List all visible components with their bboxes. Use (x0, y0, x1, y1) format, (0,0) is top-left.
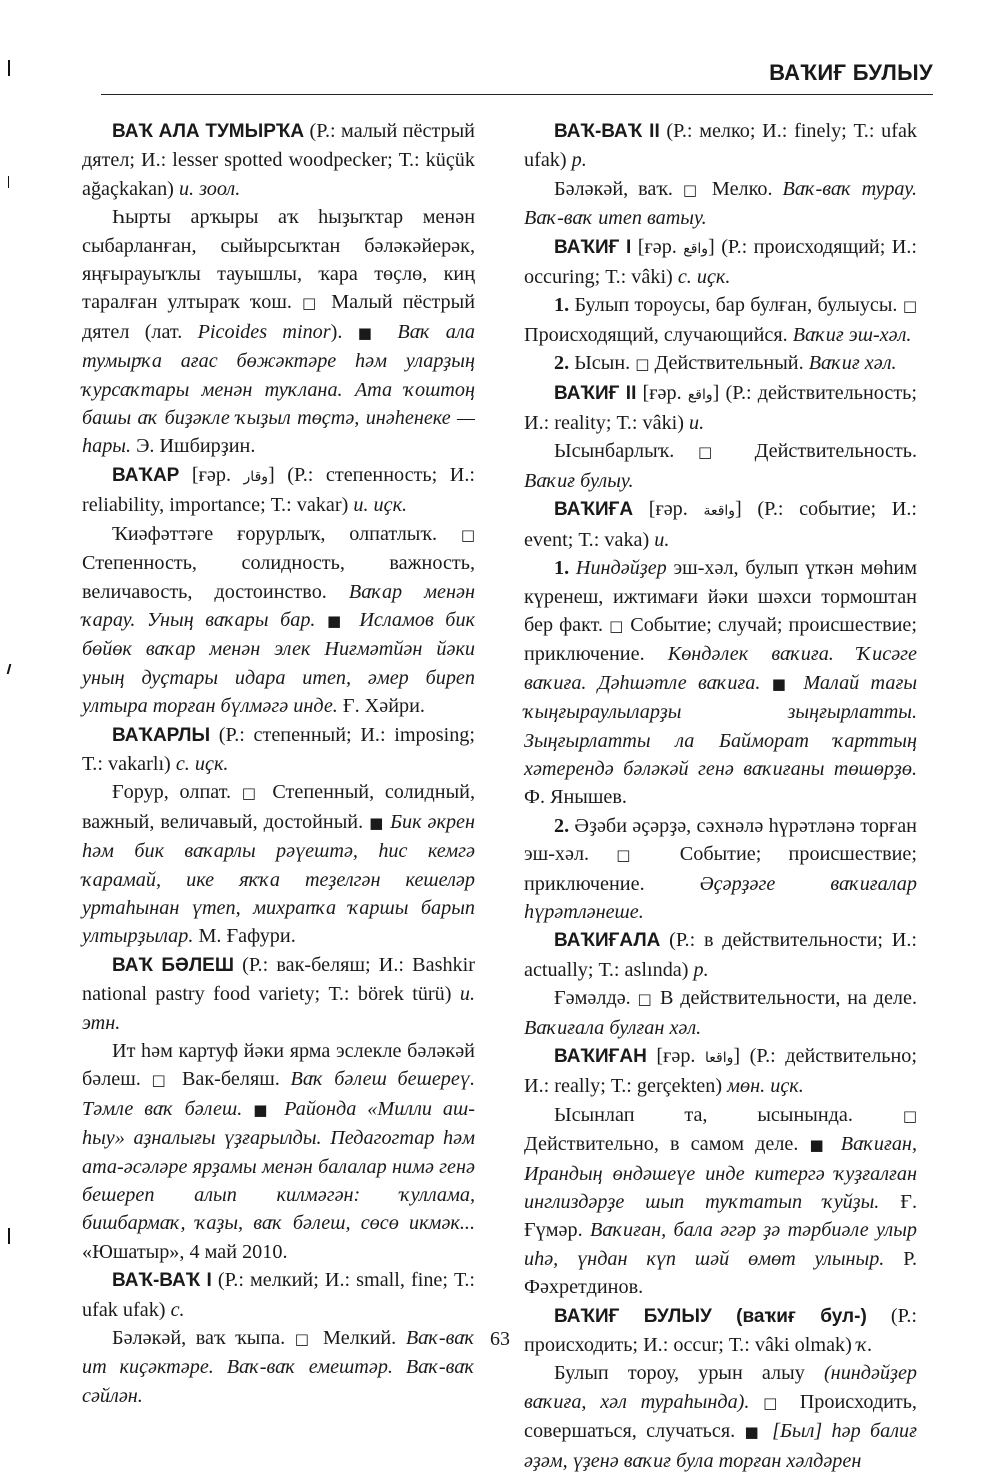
example-text: Ваҡиған, Ирандың өндәшеүе инде китергә ҡуҙғалған инглиздәрҙе шып туҡтатып ҡуйҙы. (524, 1133, 917, 1214)
gloss: (Р.: степенность; И.: reliability, importance; Т.: vakar) (82, 463, 475, 517)
definition (82, 778, 475, 950)
definition-text: Булып тороусы, бар булған, булыусы. (569, 294, 898, 317)
etymology-word: وقار (243, 468, 269, 485)
russian-marker-icon: □ (241, 784, 262, 803)
definition (82, 1037, 475, 1266)
russian-marker-icon: □ (763, 1393, 787, 1412)
grammar-label: с. иҫк. (175, 752, 229, 775)
russian-marker-icon: □ (635, 355, 650, 374)
sense-number: 1. (554, 294, 570, 317)
example-text: Көндәлек ваҡиға. Ҡисәге ваҡиға. Дәһшәтле ваҡиға. (524, 643, 917, 694)
entry-vak-vak-2 (524, 117, 917, 175)
example-author: Ғ. Ғүмәр. (524, 1191, 918, 1242)
sense-number: 2. (554, 814, 570, 837)
russian-marker-icon: □ (697, 443, 731, 462)
etymology-word: واقعة (703, 503, 736, 520)
definition-text: Булып тороу, урын алыу (554, 1362, 824, 1385)
definition-text: Ысынлап та, ысынында. (554, 1103, 853, 1126)
left-column (82, 117, 475, 1410)
grammar-label: с. (170, 1298, 185, 1321)
sense-number: 1. (554, 557, 570, 580)
definition (82, 520, 475, 721)
russian-marker-icon: □ (609, 616, 625, 635)
definition-text: Ит һәм картуф йәки ярма эслекле бәләкәй бәлеш. (82, 1040, 475, 1091)
definition-text: Ҡиәфәттәге ғорурлыҡ, олпатлыҡ. (112, 522, 437, 545)
grammar-label: р. (571, 149, 587, 172)
gloss: (Р.: степенный; И.: imposing; Т.: vakarlı) (82, 723, 475, 775)
margin-mark-middle (7, 664, 12, 674)
entry-vakiga (524, 495, 917, 554)
etymology-end: ] (268, 463, 288, 486)
definition (524, 984, 917, 1042)
entry-vakarly (82, 721, 475, 779)
definition (524, 1101, 917, 1302)
russian-marker-icon: □ (460, 525, 476, 544)
example-marker-icon: ■ (369, 813, 385, 832)
definition-text: Ғәмәлдә. (554, 987, 631, 1010)
example-text: Ваҡиғ булыу. (524, 469, 634, 492)
definition-text: Бәләкәй, ваҡ. (554, 177, 673, 200)
russian-equivalent: В действительности, на деле. (653, 987, 917, 1010)
russian-equivalent-end: ). (330, 320, 343, 343)
headword: ВАҠ АЛА ТУМЫРҠА (112, 121, 305, 142)
grammar-label: и. иҫк. (353, 494, 408, 517)
etymology-label: [ғәр. (646, 1045, 706, 1067)
example-text-2: Ваҡиған, бала әгәр ҙә тәрбиәле улыр иһә, үндан күп шәй өмөт улыныр. (524, 1219, 917, 1270)
russian-equivalent: Малый пёстрый дятел (лат. (82, 291, 475, 343)
example-marker-icon: ■ (744, 1423, 763, 1442)
example-author: Ғ. Хәйри. (337, 695, 425, 718)
etymology-end: ] (708, 235, 722, 258)
headword: ВАҠАРЛЫ (112, 724, 211, 746)
gloss: (Р.: малый пёстрый дятел; И.: lesser spotted woodpecker; Т.: küçük ağaçkakan) (82, 120, 475, 200)
grammar-label: и. этн. (82, 983, 475, 1034)
margin-mark-top (8, 60, 10, 76)
russian-marker-icon: □ (151, 1071, 172, 1090)
headword: ВАҠ БӘЛЕШ (112, 954, 234, 976)
russian-equivalent: Вак-беляш. (171, 1068, 291, 1091)
headword: ВАҠИҒАН (554, 1046, 647, 1067)
example-text-2: Исламов бик бөйөк ваҡар менән элек Ниғмәтйән йәки уның дуҫтары идара итеп, әмер биреп ултыра торған бүлмәгә инде. (82, 608, 475, 718)
example-marker-icon: ■ (771, 674, 793, 693)
entry-vakig-1 (524, 233, 917, 292)
definition (524, 437, 917, 495)
definition-text: Ысынбарлыҡ. (554, 440, 675, 463)
russian-equivalent: Событие; происшествие; приключение. (524, 843, 917, 895)
running-head-title: ВАҠИҒ БУЛЫУ (769, 60, 933, 85)
russian-equivalent: Мелкий. (313, 1327, 406, 1350)
example-text: Ваҡ-ваҡ ит киҫәктәре. Ваҡ-ваҡ емештәр. Ваҡ-ваҡ сәйлән. (82, 1327, 475, 1407)
gloss: (Р.: действительность; И.: reality; Т.: vâki) (524, 381, 918, 435)
entry-vak-balesh (82, 951, 475, 1037)
russian-marker-icon: □ (682, 180, 702, 199)
example-text: Ваҡиғ хәл. (808, 352, 897, 375)
sense-number: 2. (554, 352, 570, 375)
definition-text: эш-хәл, булып үткән мөһим күренеш, ижтимағи йәки шәхси тормоштан бер факт. (524, 557, 917, 636)
margin-mark-upper (8, 176, 9, 188)
entry-vakig-2 (524, 379, 917, 438)
gloss: (Р.: мелкий; И.: small, fine; Т.: ufak ufak) (82, 1269, 475, 1321)
russian-marker-icon: □ (902, 1106, 918, 1125)
entry-vakar (82, 461, 475, 520)
sense-2 (524, 812, 917, 927)
russian-marker-icon: □ (637, 990, 654, 1009)
etymology-label: [ғәр. (631, 235, 684, 258)
sense-2 (524, 349, 917, 378)
running-header (101, 58, 933, 95)
example-text: [Был] һәр балиғ әҙәм, үҙенә ваҡиғ була торған хәлдәрен (524, 1420, 917, 1472)
russian-equivalent: Мелко. (701, 177, 783, 200)
etymology-word: واقع (687, 386, 713, 403)
example-marker-icon: ■ (253, 1100, 274, 1119)
etymology-label: [ғәр. (636, 381, 688, 404)
headword: ВАҠИҒ БУЛЫУ (ваҡиғ бул-) (554, 1305, 867, 1327)
russian-equivalent: Происходящий, случающийся. (524, 323, 793, 346)
gloss: (Р.: происходящий; И.: occuring; Т.: vâki) (524, 235, 917, 289)
example-text: Ваҡар менән ҡарау. Уның ваҡары бар. (82, 580, 476, 631)
definition (82, 203, 475, 461)
example-text: Ваҡ-ваҡ турау. Ваҡ-ваҡ итеп ватыу. (524, 177, 917, 230)
russian-equivalent: Действительно, в самом деле. (524, 1133, 799, 1156)
headword: ВАҠИҒ I (554, 236, 632, 258)
example-author-2: Р. Фәхретдинов. (524, 1247, 917, 1299)
grammar-label: мөн. иҫк. (727, 1075, 804, 1098)
example-text-2: Малай тағы ҡыңғыраулыларҙы зыңғырлатты. Зыңғырлатты ла Байморат ҡарттың хәтерендә бәләкәй генә ваҡиғаны төшөрҙө. (524, 671, 917, 780)
definition-text: Әҙәби әҫәрҙә, сәхнәлә һүрәтләнә торған эш-хәл. (524, 814, 917, 866)
russian-marker-icon: □ (902, 297, 918, 316)
definition-text: Ысын. (569, 352, 631, 375)
entry-vakigan (524, 1042, 917, 1101)
russian-marker-icon: □ (616, 846, 653, 865)
example-text-2: Районда «Милли аш-һыу» аҙналығы үҙғарылды. Педагогтар һәм ата-әсәләре ярҙамы менән балалар нимә генә бешереп алып килмәгән: ҡуллама, бишбармаҡ, ҡаҙы, ваҡ бәлеш, сөсө икмәк... (82, 1097, 475, 1235)
margin-mark-lower (8, 1228, 10, 1244)
gloss: (Р.: событие; И.: event; Т.: vaka) (524, 498, 918, 551)
definition (524, 1359, 917, 1475)
etymology-end: ] (735, 498, 758, 521)
example-text: Ваҡ бәлеш бешереү. Тәмле ваҡ бәлеш. (82, 1068, 475, 1120)
russian-equivalent: Степенный, солидный, важный, величавый, достойный. (82, 781, 476, 833)
example-author: Э. Ишбирҙин. (131, 435, 256, 458)
sense-prefix: Ниндәйҙер (575, 557, 667, 580)
headword: ВАҠИҒ II (554, 382, 637, 404)
definition-text: Һырты арҡыры аҡ һыҙыҡтар менән сыбарланған, сыйырсыҡтан бәләкәйерәк, яңғырауыҡлы тауышлы, ҡара төҫлө, киң таралған ултыраҡ ҡош. (82, 206, 475, 314)
russian-equivalent: Действительный. (649, 352, 809, 375)
russian-equivalent: Действительность. (730, 440, 917, 463)
russian-equivalent: Степенность, солидность, важность, величавость, достоинство. (82, 552, 475, 603)
grammar-label: с. иҫк. (677, 266, 731, 289)
etymology-label: [ғәр. (633, 498, 704, 521)
grammar-label: и. зоол. (178, 177, 241, 200)
example-marker-icon: ■ (809, 1136, 830, 1155)
russian-marker-icon: □ (294, 1330, 314, 1349)
entry-vakigala (524, 926, 917, 984)
example-author: М. Ғафури. (193, 925, 296, 948)
definition-text: Ғорур, олпат. (112, 781, 232, 804)
latin-name: Picoides minor (197, 320, 331, 343)
entry-vak-vak-1 (82, 1266, 475, 1324)
example-text: Ваҡиғ эш-хәл. (792, 323, 912, 346)
example-text: Бик әкрен һәм бик ваҡарлы рәүештә, һис кемгә ҡарамай, ике яҡҡа теҙелгән кешеләр уртаһынан үтеп, михрапҡа ҡаршы барып ултырҙылар. (82, 810, 476, 948)
headword: ВАҠ-ВАҠ I (112, 1270, 212, 1292)
gloss: (Р.: вак-беляш; И.: Bashkir national pastry food variety; Т.: börek türü) (82, 953, 475, 1006)
etymology-word: واقعا (705, 1050, 734, 1066)
headword: ВАҠ-ВАҠ II (554, 121, 660, 142)
example-text: Әҫәрҙәге ваҡиғалар һүрәтләнеше. (524, 872, 917, 923)
gloss: (Р.: в действительности; И.: actually; Т.: aslında) (524, 929, 917, 981)
grammar-label: р. (693, 958, 709, 981)
gloss: (Р.: происходить; И.: occur; Т.: vâki olmak) (524, 1304, 917, 1357)
definition-text: Бәләкәй, ваҡ ҡыпа. (112, 1327, 286, 1350)
sense-1 (524, 291, 917, 349)
headword: ВАҠАР (112, 464, 180, 486)
sense-1 (524, 554, 917, 812)
entry-vak-ala-tumyrka (82, 117, 475, 203)
headword: ВАҠИҒА (554, 499, 634, 521)
right-column (524, 117, 917, 1475)
example-text: Ваҡ ала тумырҡа ағас бөжәктәре һәм уларҙың ҡурсаҡтары менән туҡлана. Ата ҡоштоң башы аҡ биҙәкле ҡыҙыл төҫтә, инәһенеке — һары. (82, 320, 476, 458)
gloss: (Р.: мелко; И.: finely; Т.: ufak ufak) (524, 120, 917, 172)
grammar-label: и. (689, 412, 705, 435)
definition-note: (ниндәйҙер ваҡиға, хәл тураһында). (524, 1362, 917, 1413)
example-marker-icon: ■ (327, 611, 348, 630)
etymology-end: ] (712, 381, 726, 404)
example-marker-icon: ■ (357, 323, 383, 342)
russian-equivalent: Происходить, совершаться, случаться. (524, 1390, 917, 1443)
russian-marker-icon: □ (302, 294, 322, 313)
grammar-label: ҡ. (856, 1334, 873, 1357)
russian-equivalent: Событие; случай; происшествие; приключение. (524, 613, 917, 666)
grammar-label: и. (654, 528, 670, 551)
example-text: Ваҡиғала булған хәл. (524, 1016, 702, 1039)
headword: ВАҠИҒАЛА (554, 930, 661, 952)
etymology-label: [ғәр. (179, 463, 244, 486)
etymology-end: ] (733, 1045, 750, 1067)
etymology-word: واقع (683, 240, 709, 257)
definition (524, 175, 917, 233)
gloss: (Р.: действительно; И.: really; Т.: gerçekten) (524, 1045, 917, 1098)
example-author: «Юшатыр», 4 май 2010. (82, 1240, 288, 1263)
page-number: 63 (490, 1328, 510, 1350)
example-author: Ф. Янышев. (524, 786, 627, 809)
